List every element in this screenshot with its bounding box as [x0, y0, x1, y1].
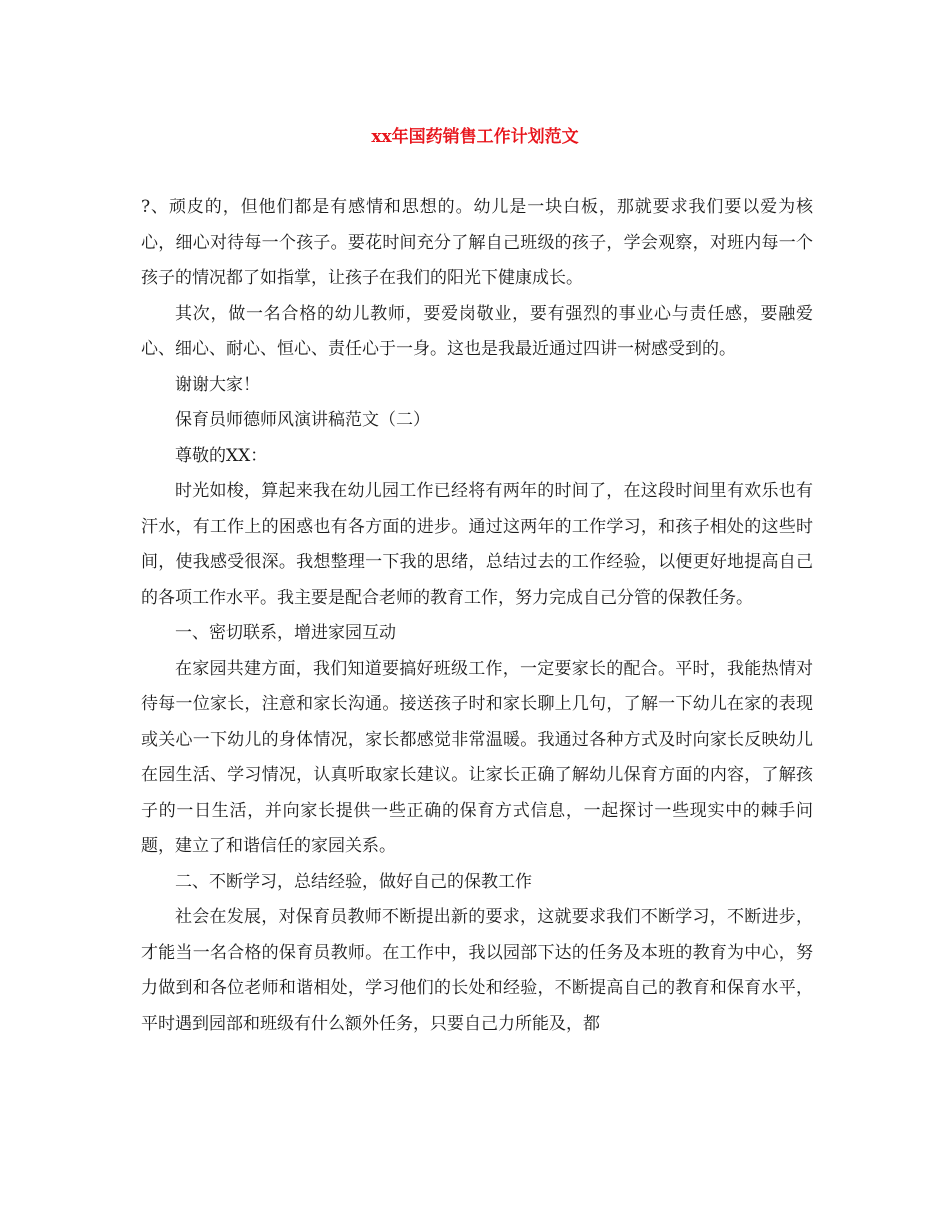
document-body — [141, 190, 813, 1042]
salutation: 尊敬的XX： — [175, 445, 268, 466]
paragraph: 时光如梭，算起来我在幼儿园工作已经将有两年的时间了，在这段时间里有欢乐也有汗水，有工作上的困惑也有各方面的进步。通过这两年的工作学习，和孩子相处的这些时间，使我感受很深。我想整理一下我的思绪，总结过去的工作经验，以便更好地提高自己的各项工作水平。我主要是配合老师的教育工作，努力完成自己分管的保教任务。 — [141, 481, 813, 608]
document-title: xx年国药销售工作计划范文 — [371, 127, 579, 147]
paragraph: ?、顽皮的，但他们都是有感情和思想的。幼儿是一块白板，那就要求我们要以爱为核心，细心对待每一个孩子。要花时间充分了解自己班级的孩子，学会观察，对班内每一个孩子的情况都了如指掌，让孩子在我们的阳光下健康成长。 — [141, 197, 813, 288]
paragraph: 谢谢大家！ — [175, 374, 260, 395]
section-heading: 保育员师德师风演讲稿范文（二） — [175, 410, 430, 430]
section-heading: 二、不断学习，总结经验，做好自己的保教工作 — [175, 871, 532, 892]
section-heading: 一、密切联系，增进家园互动 — [175, 623, 396, 643]
paragraph: 在家园共建方面，我们知道要搞好班级工作，一定要家长的配合。平时，我能热情对待每一位家长，注意和家长沟通。接送孩子时和家长聊上几句，了解一下幼儿在家的表现或关心一下幼儿的身体情况，家长都感觉非常温暖。我通过各种方式及时向家长反映幼儿在园生活、学习情况，认真听取家长建议。让家长正确了解幼儿保育方面的内容，了解孩子的一日生活，并向家长提供一些正确的保育方式信息，一起探讨一些现实中的棘手问题，建立了和谐信任的家园关系。 — [141, 658, 813, 856]
paragraph: 其次，做一名合格的幼儿教师，要爱岗敬业，要有强烈的事业心与责任感，要融爱心、细心、耐心、恒心、责任心于一身。这也是我最近通过四讲一树感受到的。 — [141, 303, 813, 359]
paragraph: 社会在发展，对保育员教师不断提出新的要求，这就要求我们不断学习，不断进步，才能当一名合格的保育员教师。在工作中，我以园部下达的任务及本班的教育为中心，努力做到和各位老师和谐相处，学习他们的长处和经验，不断提高自己的教育和保育水平，平时遇到园部和班级有什么额外任务，只要自己力所能及，都 — [141, 907, 813, 1034]
